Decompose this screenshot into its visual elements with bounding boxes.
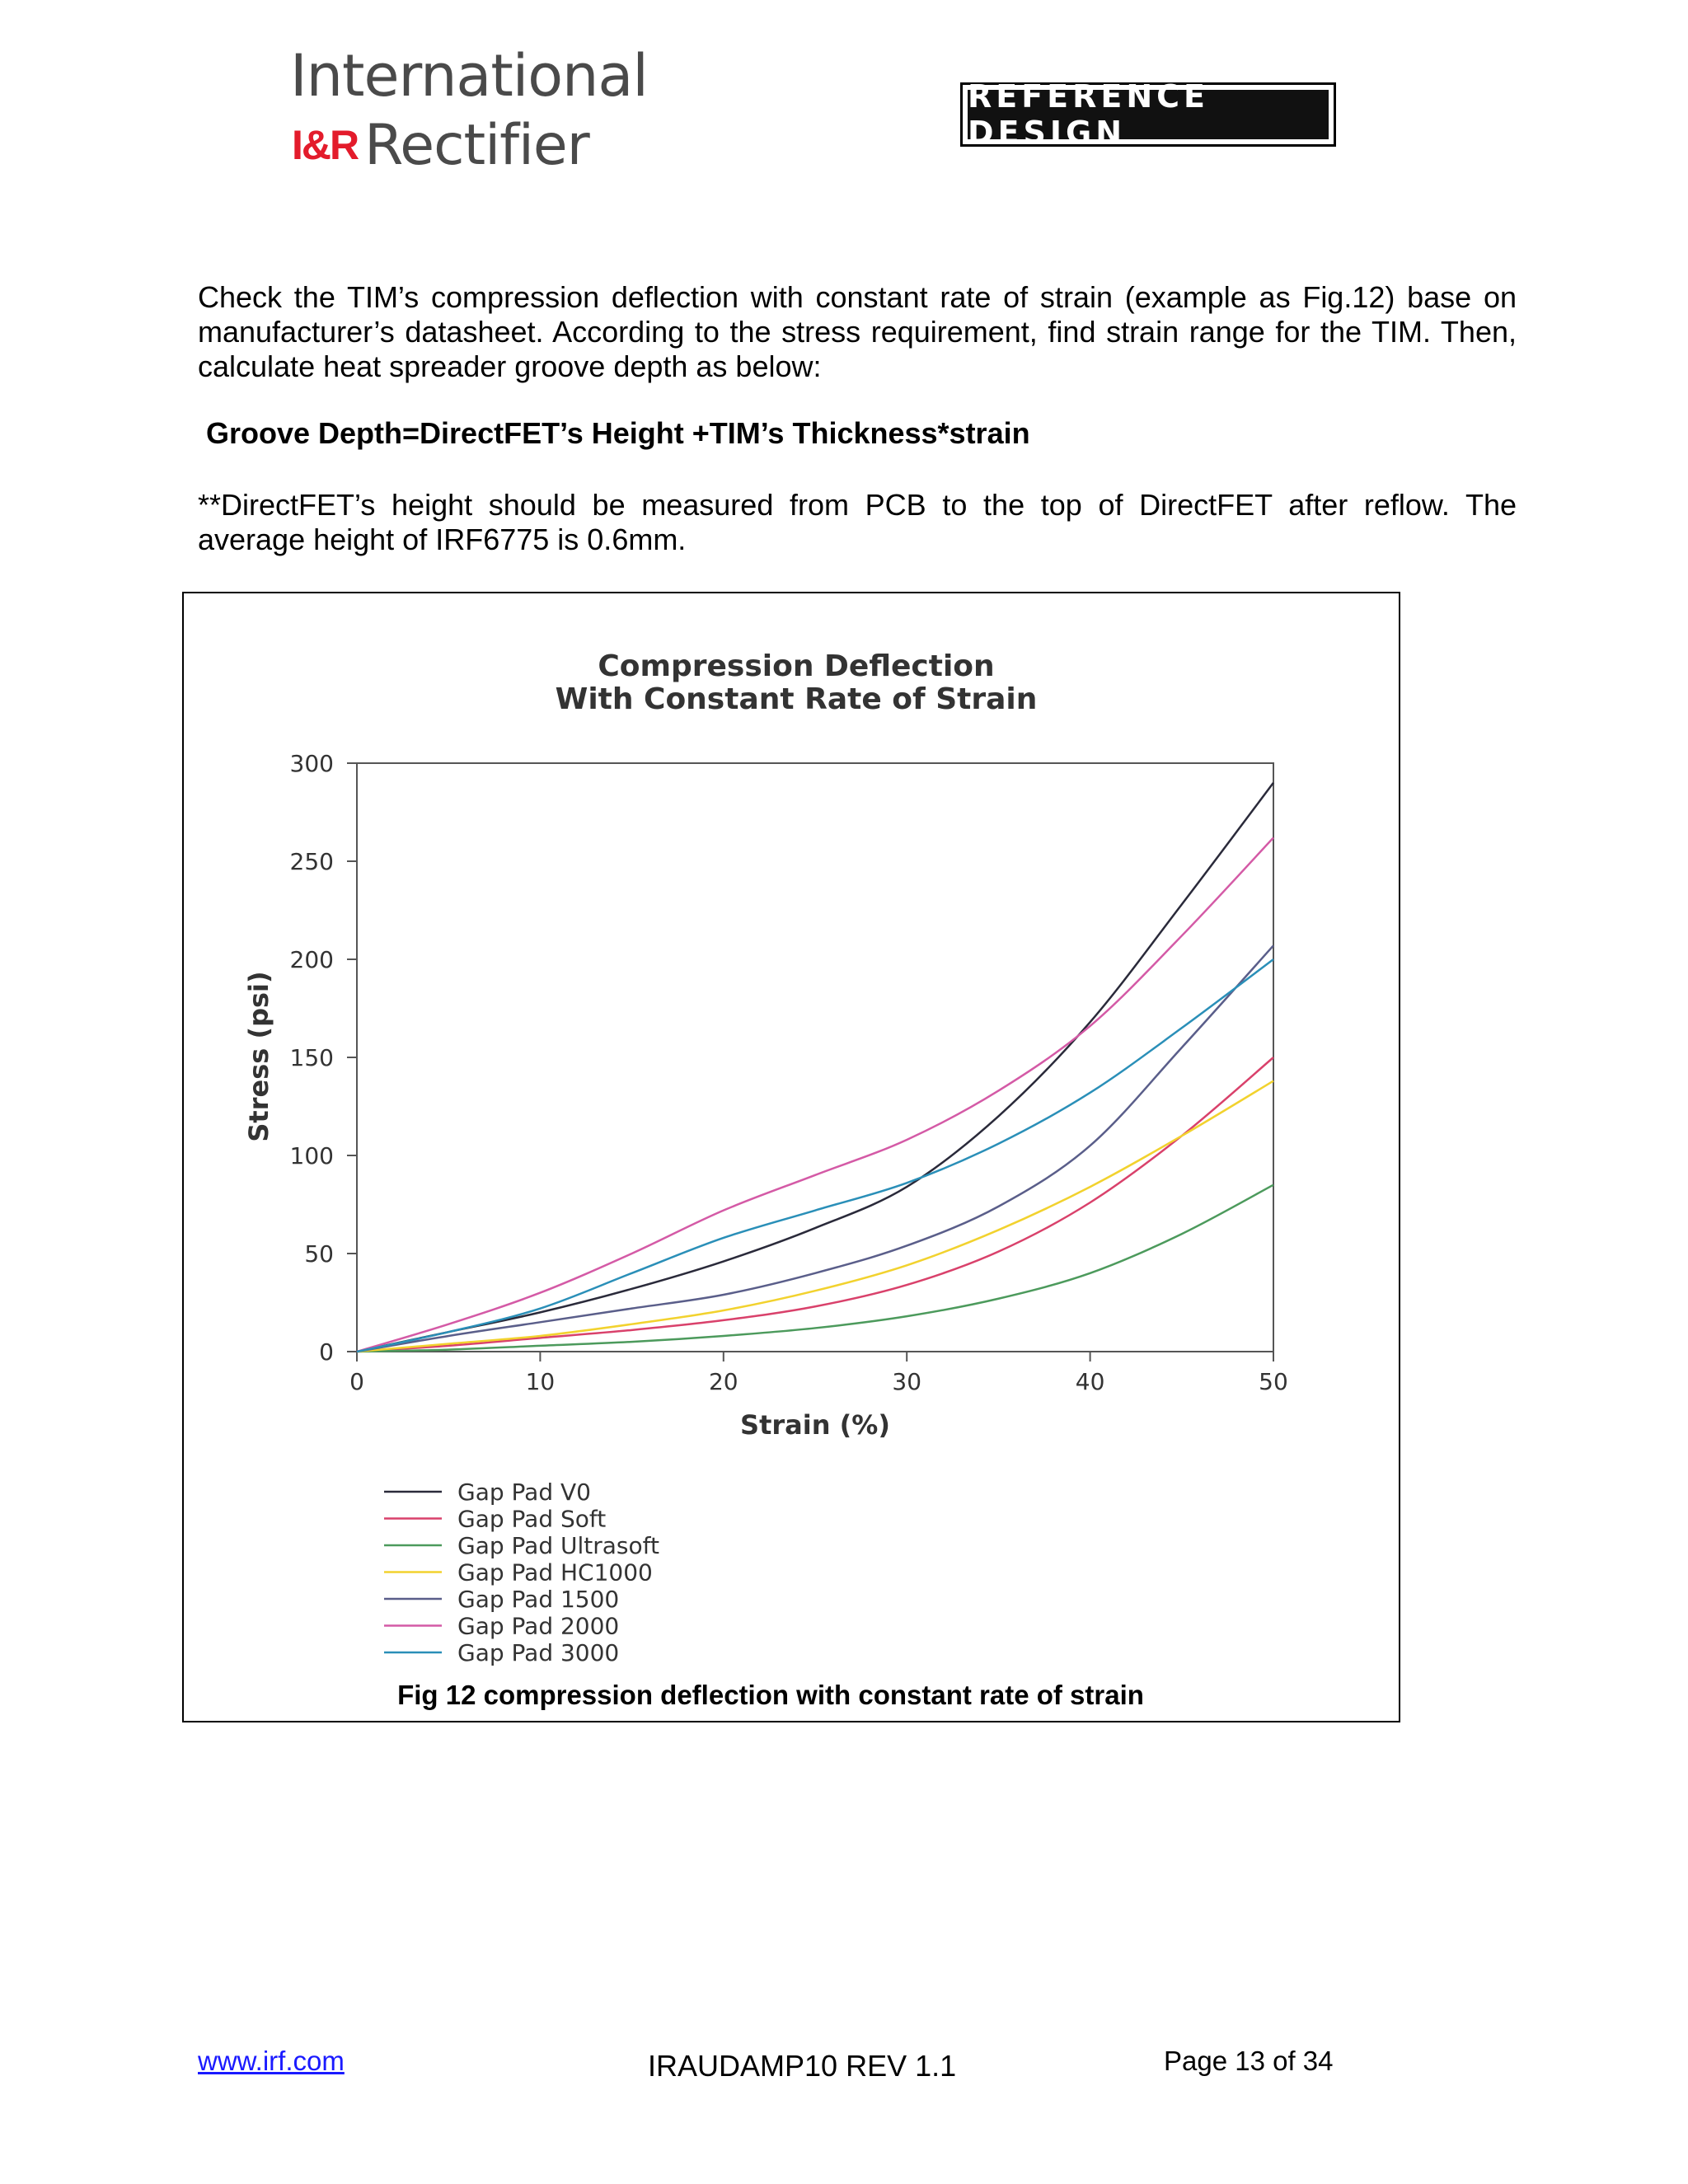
footer-document-id: IRAUDAMP10 REV 1.1 <box>648 2049 957 2083</box>
x-tick-label: 10 <box>525 1368 556 1395</box>
x-axis-label: Strain (%) <box>740 1409 890 1441</box>
y-tick-label: 150 <box>289 1044 334 1071</box>
legend-label: Gap Pad HC1000 <box>457 1558 653 1586</box>
logo-line2 <box>292 112 589 178</box>
figure-12-frame <box>182 592 1400 1722</box>
y-tick-label: 300 <box>289 750 334 777</box>
x-tick-label: 40 <box>1075 1368 1105 1395</box>
logo-mark-ir: I&R <box>292 122 359 168</box>
series-lines <box>357 783 1273 1352</box>
chart-legend <box>384 1479 659 1666</box>
y-tick-label: 200 <box>289 946 334 973</box>
y-tick-label: 100 <box>289 1142 334 1169</box>
series-line-gap-pad-2000 <box>357 837 1273 1352</box>
footer-page-number: Page 13 of 34 <box>1164 2046 1334 2076</box>
series-line-gap-pad-soft <box>357 1057 1273 1352</box>
reference-design-badge <box>960 78 1336 151</box>
groove-depth-formula: Groove Depth=DirectFET’s Height +TIM’s Thickness*strain <box>206 416 1030 450</box>
legend-label: Gap Pad 1500 <box>457 1586 620 1613</box>
x-tick-label: 0 <box>349 1368 364 1395</box>
series-line-gap-pad-v0 <box>357 783 1273 1352</box>
reference-design-label: REFERENCE DESIGN <box>968 90 1329 139</box>
intro-paragraph: Check the TIM’s compression deflection with constant rate of strain (example as Fig.12) base on manufacturer’s datasheet. According to the stress requirement, find strain range for the TIM. Then, calculate heat spreader groove depth as below: <box>198 280 1517 383</box>
x-tick-label: 30 <box>892 1368 922 1395</box>
legend-label: Gap Pad V0 <box>457 1479 591 1506</box>
y-tick-label: 250 <box>289 848 334 875</box>
chart-title-line2: With Constant Rate of Strain <box>555 682 1038 716</box>
x-tick-label: 50 <box>1259 1368 1288 1395</box>
legend-label: Gap Pad Ultrasoft <box>457 1532 659 1559</box>
y-axis-ticks <box>290 750 357 1366</box>
x-axis-ticks <box>349 1352 1288 1395</box>
series-line-gap-pad-hc1000 <box>357 1081 1273 1352</box>
legend-label: Gap Pad 2000 <box>457 1612 620 1640</box>
legend-label: Gap Pad 3000 <box>457 1639 620 1666</box>
y-axis-label: Stress (psi) <box>243 971 274 1142</box>
logo-text-international: International <box>290 42 648 110</box>
logo-text-rectifier: Rectifier <box>364 112 589 178</box>
series-line-gap-pad-3000 <box>357 959 1273 1352</box>
footer-website-link[interactable]: www.irf.com <box>198 2046 345 2076</box>
y-tick-label: 50 <box>304 1240 334 1268</box>
y-tick-label: 0 <box>319 1338 334 1366</box>
x-tick-label: 20 <box>708 1368 738 1395</box>
company-logo <box>290 42 648 178</box>
figure-caption: Fig 12 compression deflection with constant rate of strain <box>397 1680 1144 1710</box>
plot-area-border <box>357 763 1273 1352</box>
legend-label: Gap Pad Soft <box>457 1505 607 1533</box>
chart-title-line1: Compression Deflection <box>598 649 995 683</box>
compression-deflection-chart <box>184 593 1399 1721</box>
directfet-height-note: **DirectFET’s height should be measured from PCB to the top of DirectFET after reflow. The average height of IRF6775 is 0.6mm. <box>198 488 1517 556</box>
